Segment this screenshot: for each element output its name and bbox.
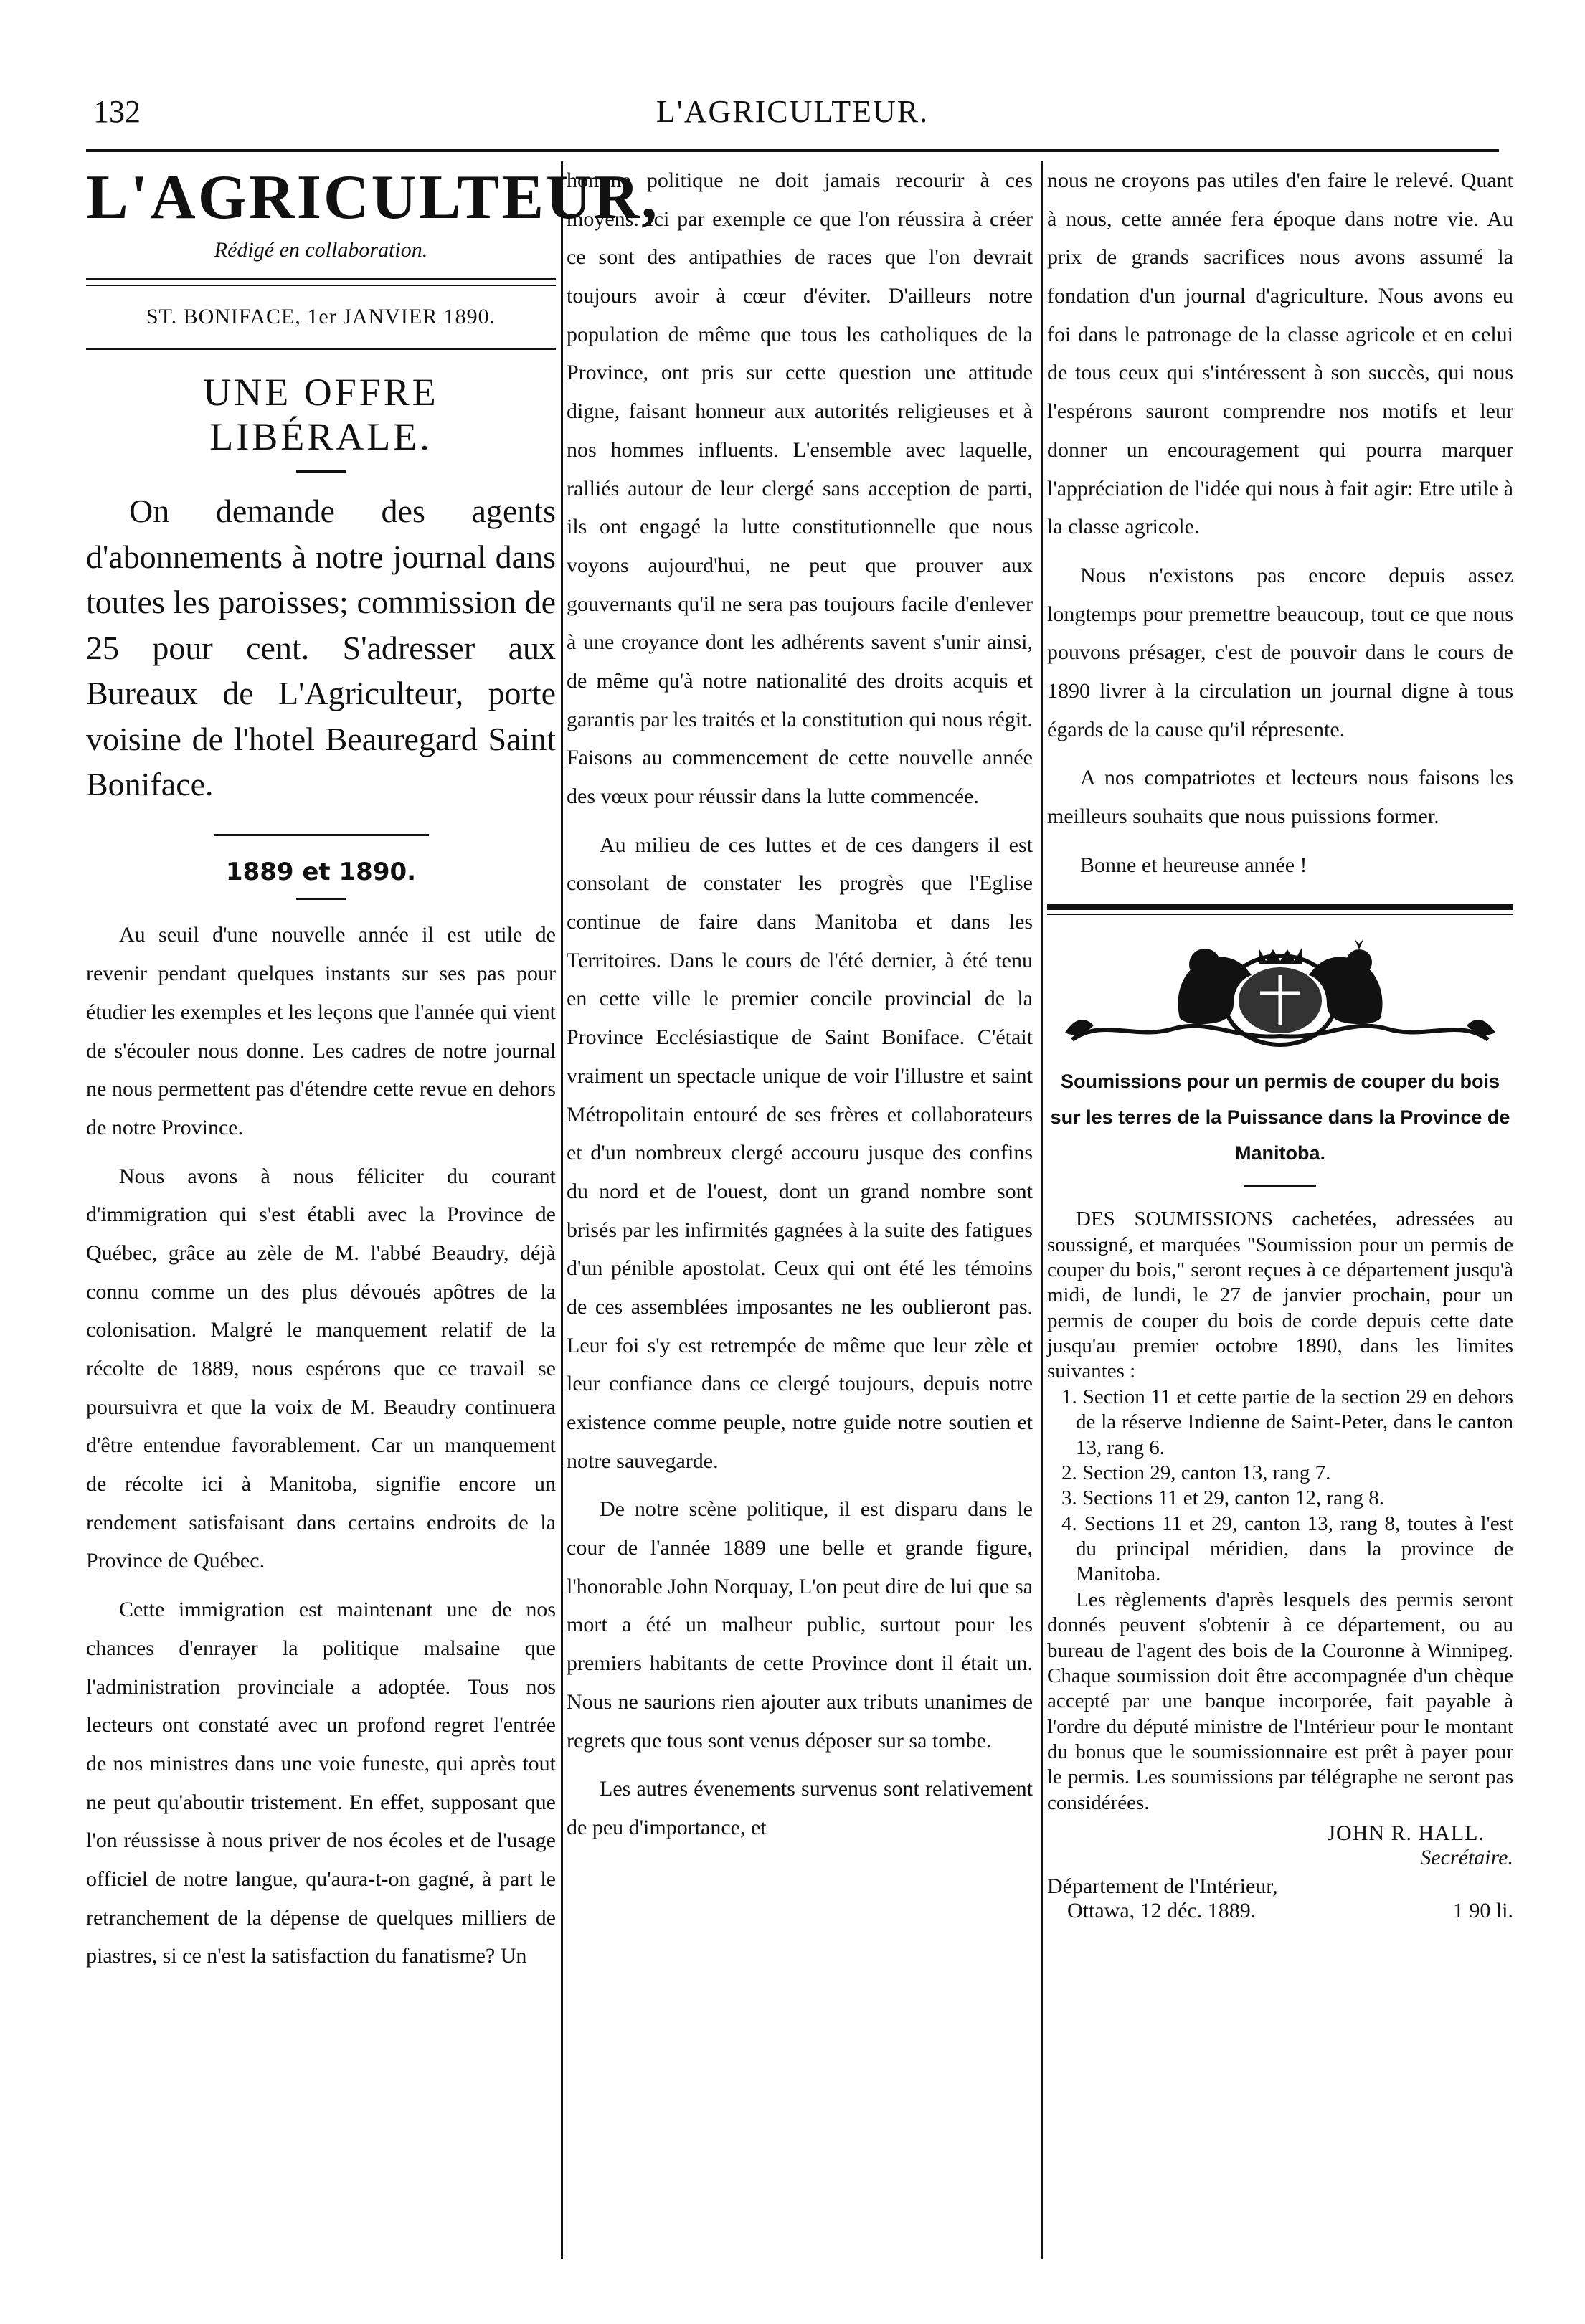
article-title: 1889 et 1890.	[225, 858, 417, 887]
royal-arms-icon	[1058, 932, 1503, 1054]
notice-heading: Soumissions pour un permis de couper du bois sur les terres de la Puissance dans la Province de Manitoba.	[1050, 1071, 1510, 1165]
header-rule	[86, 149, 1499, 152]
dateline-rule	[86, 348, 556, 350]
department-line: Département de l'Intérieur,	[1047, 1874, 1278, 1899]
article-paragraph: Cette immigration est maintenant une de nos chances d'enrayer la politique malsaine que l'administration provinciale a adoptée. Tous nos lecteurs ont constaté avec un profond regret l'entrée de nos ministres dans une voie funeste, qui après tout ne peut qu'aboutir tristement. En effet, supposant que l'on réussisse à nous priver de nos écoles et de l'usage officiel de notre langue, qu'aura-t-on gagné, à part le retranchement de la dépense de quelques milliers de piastres, si ce n'est la satisfaction du fanatisme? Un	[86, 1598, 556, 1968]
column-2	[567, 161, 1033, 2259]
title-rule	[296, 898, 346, 900]
page-number: 132	[93, 94, 141, 129]
article-paragraph: A nos compatriotes et lecteurs nous faisons les meilleurs souhaits que nous puissions former.	[1047, 766, 1513, 828]
dateline: ST. BONIFACE, 1er JANVIER 1890.	[146, 305, 496, 329]
article-paragraph: De notre scène politique, il est disparu dans le cour de l'année 1889 une belle et grande figure, l'honorable John Norquay, L'on peut dire de lui que sa mort a été un malheur public, surtout pour les premiers habitants de cette Province dont il était un. Nous ne saurions rien ajouter aux tributs unanimes de regrets que tous sont venus déposer sur sa tombe.	[567, 1497, 1033, 1753]
notice-item: 4. Sections 11 et 29, canton 13, rang 8, toutes à l'est du principal méridien, dans la province de Manitoba.	[1061, 1512, 1513, 1586]
article-paragraph: homme politique ne doit jamais recourir à ces moyens. Ici par exemple ce que l'on réussira à créer ce sont des antipathies de races que l'on devrait toujours avoir à cœur d'éviter. D'ailleurs notre population de même que tous les catholiques de la Province, ont pris sur cette question une attitude digne, faisant honneur aux autorités religieuses et à nos hommes influents. L'ensemble avec laquelle, ralliés autour de leur clergé sans acception de parti, ils ont engagé la lutte constitutionnelle que nous voyons aujourd'hui, ne peut que prouver aux gouvernants qu'il ne sera pas toujours facile d'enlever à une croyance dont les adhérents savent s'unir ainsi, de même qu'à notre nationalité des droits acquis et garantis par les traités et la constitution qui nous régit. Faisons au commencement de cette nouvelle année des vœux pour réussir dans la lutte commencée.	[567, 169, 1033, 808]
column-1	[86, 161, 660, 2259]
masthead-title: L'AGRICULTEUR,	[86, 163, 660, 232]
notice-item: 2. Section 29, canton 13, rang 7.	[1061, 1461, 1331, 1484]
place-date: Ottawa, 12 déc. 1889.	[1067, 1899, 1257, 1923]
article-paragraph: Bonne et heureuse année !	[1080, 853, 1307, 877]
offer-text: On demande des agents d'abonnements à notre journal dans toutes les paroisses; commission de 25 pour cent. S'adresser aux Bureaux de L'Agriculteur, porte voisine de l'hotel Beauregard Saint Boniface.	[86, 493, 556, 802]
notice-item: 3. Sections 11 et 29, canton 12, rang 8.	[1061, 1486, 1384, 1510]
signature-name: JOHN R. HALL.	[1327, 1821, 1485, 1846]
notice-rules-text: Les règlements d'après lesquels des permis seront donnés peuvent s'obtenir à ce département, ou au bureau de l'agent des bois de la Couronne à Winnipeg. Chaque soumission doit être accompagnée d'un chèque accepté par une banque incorporée, fait payable à l'ordre du député ministre de l'Intérieur pour le montant du bonus que le soumissionnaire est prêt à payer pour le permis. Les soumissions par télégraphe ne seront pas considérées.	[1047, 1588, 1513, 1814]
notice-rule	[1244, 1185, 1316, 1187]
signature-title: Secrétaire.	[1420, 1846, 1513, 1870]
running-head	[86, 85, 1499, 149]
article-paragraph: Au seuil d'une nouvelle année il est utile de revenir pendant quelques instants sur ses pas pour étudier les exemples et les leçons que l'année qui vient de s'écouler nous donne. Les cadres de notre journal ne nous permettent pas d'étendre cette revue en dehors de notre Province.	[86, 923, 556, 1139]
section-rule	[214, 834, 429, 836]
article-paragraph: Au milieu de ces luttes et de ces dangers il est consolant de constater les progrès que l'Eglise continue de faire dans Manitoba et dans les Territoires. Dans le cours de l'été dernier, à été tenu en cette ville le premier concile provincial de la Province Ecclésiastique de Saint Boniface. C'était vraiment un spectacle unique de voir l'illustre et saint Métropolitain entouré de ses frères et collaborateurs et d'un nombreux clergé accouru jusque des confins du nord et de l'ouest, dont un grand nombre sont brisés par les infirmités gagnées à la suite des fatigues d'un pénible apostolat. Ceux qui ont été les témoins de ces assemblées imposantes ne les oublieront pas. Leur foi s'y est retrempée de même que leur zèle et leur confiance dans ce clergé toujours, depuis notre existence comme peuple, notre guide notre soutien et notre sauvegarde.	[567, 833, 1033, 1473]
running-title: L'AGRICULTEUR.	[656, 94, 929, 129]
place-date-line	[1047, 1899, 1513, 1923]
title-rule	[296, 470, 346, 473]
notice-item: 1. Section 11 et cette partie de la section 29 en dehors de la réserve Indienne de Saint-Peter, dans le canton 13, rang 6.	[1061, 1385, 1513, 1459]
article-paragraph: Nous avons à nous féliciter du courant d'immigration qui s'est établi avec la Province de Québec, grâce au zèle de M. l'abbé Beaudry, déjà connu comme un des plus dévoués apôtres de la colonisation. Malgré le manquement relatif de la récolte de 1889, nous espérons que ce travail se poursuivra et que la voix de M. Beaudry continuera d'être entendue favorablement. Car un manquement de récolte ici à Manitoba, signifie encore un rendement satisfaisant dans certains endroits de la Province de Québec.	[86, 1164, 556, 1573]
column-divider	[561, 161, 563, 2259]
offer-title: UNE OFFRE LIBÉRALE.	[203, 371, 439, 459]
masthead-rule	[86, 278, 556, 286]
ad-code: 1 90 li.	[1452, 1899, 1513, 1923]
article-paragraph: Les autres évenements survenus sont relativement de peu d'importance, et	[567, 1777, 1033, 1839]
article-paragraph: nous ne croyons pas utiles d'en faire le relevé. Quant à nous, cette année fera époque dans notre vie. Au prix de grands sacrifices nous avons assumé la fondation d'un journal d'agriculture. Nous avons eu foi dans le patronage de la classe agricole et en celui de tous ceux qui s'intéressent à son succès, qui nous l'espérons sauront comprendre nos motifs et leur donner un encouragement qui pourra marquer l'appréciation de l'idée qui nous à fait agir: Etre utile à la classe agricole.	[1047, 169, 1513, 539]
masthead-subtitle: Rédigé en collaboration.	[214, 238, 428, 262]
column-divider	[1041, 161, 1043, 2259]
article-paragraph: Nous n'existons pas encore depuis assez longtemps pour premettre beaucoup, tout ce que nous pouvons présager, c'est de pouvoir dans le cours de 1890 livrer à la circulation un journal digne à tous égards de la cause qu'il répresente.	[1047, 563, 1513, 741]
notice-body: DES SOUMISSIONS cachetées, adressées au soussigné, et marquées "Soumission pour un permis de couper du bois," seront reçues à ce département jusqu'à midi, de lundi, le 27 de janvier prochain, pour un permis de couper du bois de corde depuis cette date jusqu'au premier octobre 1890, dans les limites suivantes :	[1047, 1208, 1513, 1383]
column-3	[1047, 161, 1513, 2259]
article-end-rule	[1047, 904, 1513, 915]
